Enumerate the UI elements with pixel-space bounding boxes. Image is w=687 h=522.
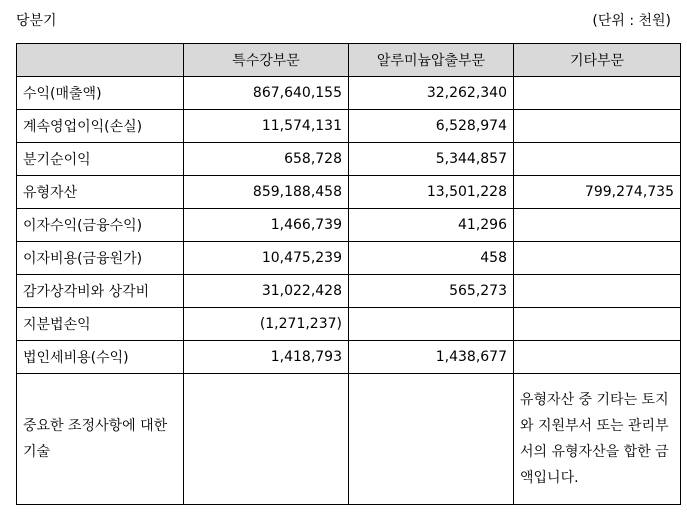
cell-other [514, 308, 681, 341]
row-label: 수익(매출액) [17, 77, 184, 110]
cell-aluminum-extrusion: 565,273 [349, 275, 514, 308]
table-row [17, 143, 681, 176]
cell-other [514, 242, 681, 275]
cell-other [514, 275, 681, 308]
cell-aluminum-extrusion: 458 [349, 242, 514, 275]
row-label: 유형자산 [17, 176, 184, 209]
cell-special-steel: 867,640,155 [184, 77, 349, 110]
cell-other [514, 110, 681, 143]
table-row [17, 308, 681, 341]
table-row-note [17, 374, 681, 505]
cell-other [514, 143, 681, 176]
table-row [17, 176, 681, 209]
cell-other [514, 77, 681, 110]
segment-table [16, 43, 681, 505]
row-label: 계속영업이익(손실) [17, 110, 184, 143]
cell-aluminum-extrusion: 1,438,677 [349, 341, 514, 374]
cell-special-steel: (1,271,237) [184, 308, 349, 341]
table-row [17, 275, 681, 308]
cell-special-steel [184, 374, 349, 505]
header-cell-other: 기타부문 [514, 44, 681, 77]
table-row [17, 77, 681, 110]
cell-aluminum-extrusion: 6,528,974 [349, 110, 514, 143]
header-cell-blank [17, 44, 184, 77]
row-label: 이자수익(금융수익) [17, 209, 184, 242]
table-row [17, 110, 681, 143]
cell-special-steel: 859,188,458 [184, 176, 349, 209]
table-row [17, 341, 681, 374]
header-cell-special-steel: 특수강부문 [184, 44, 349, 77]
row-label: 법인세비용(수익) [17, 341, 184, 374]
cell-aluminum-extrusion: 32,262,340 [349, 77, 514, 110]
cell-other [514, 341, 681, 374]
unit-label: (단위 : 천원) [592, 13, 671, 29]
cell-special-steel: 11,574,131 [184, 110, 349, 143]
cell-aluminum-extrusion: 13,501,228 [349, 176, 514, 209]
cell-other-note: 유형자산 중 기타는 토지와 지원부서 또는 관리부서의 유형자산을 합한 금액입니다. [514, 374, 681, 505]
cell-aluminum-extrusion [349, 374, 514, 505]
row-label: 지분법손익 [17, 308, 184, 341]
row-label: 분기순이익 [17, 143, 184, 176]
cell-special-steel: 1,418,793 [184, 341, 349, 374]
table-header-row [17, 44, 681, 77]
cell-aluminum-extrusion [349, 308, 514, 341]
cell-special-steel: 10,475,239 [184, 242, 349, 275]
cell-special-steel: 31,022,428 [184, 275, 349, 308]
header-cell-aluminum-extrusion: 알루미늄압출부문 [349, 44, 514, 77]
row-label: 이자비용(금융원가) [17, 242, 184, 275]
row-label: 중요한 조정사항에 대한 기술 [17, 374, 184, 505]
cell-special-steel: 658,728 [184, 143, 349, 176]
cell-aluminum-extrusion: 41,296 [349, 209, 514, 242]
period-label: 당분기 [16, 13, 57, 29]
cell-other [514, 209, 681, 242]
row-label: 감가상각비와 상각비 [17, 275, 184, 308]
table-row [17, 242, 681, 275]
cell-other: 799,274,735 [514, 176, 681, 209]
cell-aluminum-extrusion: 5,344,857 [349, 143, 514, 176]
cell-special-steel: 1,466,739 [184, 209, 349, 242]
table-row [17, 209, 681, 242]
